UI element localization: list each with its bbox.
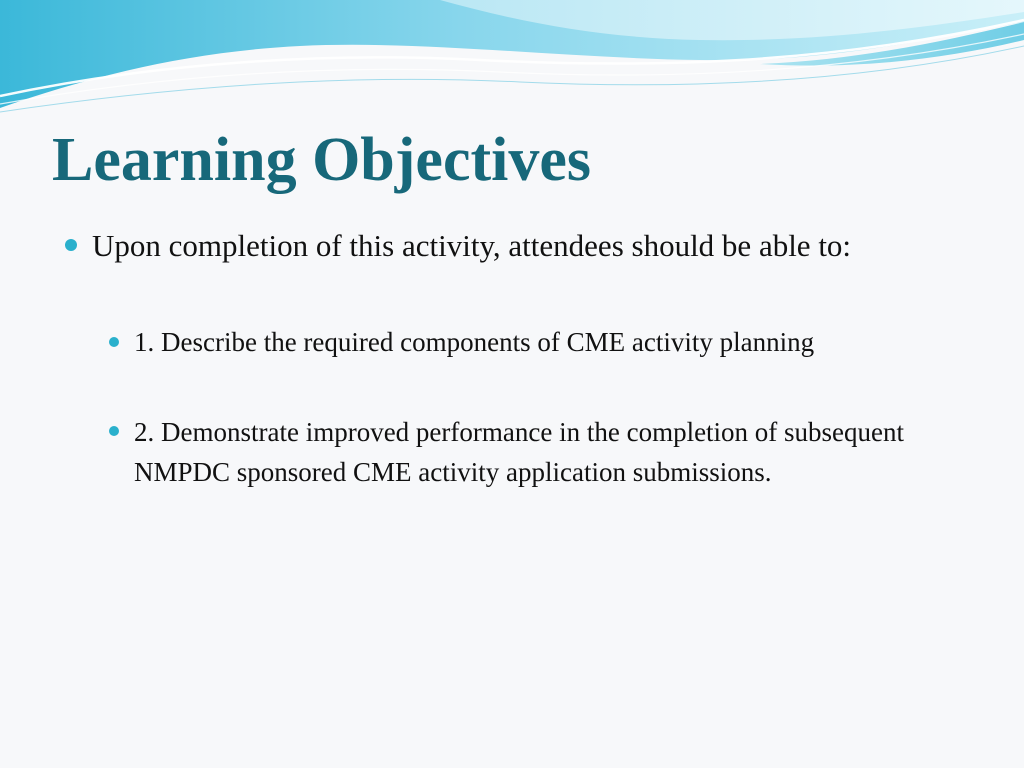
bullet-icon bbox=[65, 239, 77, 251]
bullet-icon bbox=[109, 426, 119, 436]
objective-item: 2. Demonstrate improved performance in the completion of subsequent NMPDC sponsored CME activity application submissions. bbox=[134, 417, 905, 487]
bullet-icon bbox=[109, 337, 119, 347]
header-wave-decoration bbox=[0, 0, 1024, 120]
objective-item: 1. Describe the required components of CME activity planning bbox=[134, 327, 815, 357]
slide-title: Learning Objectives bbox=[52, 126, 591, 194]
intro-text: Upon completion of this activity, attendees should be able to: bbox=[92, 228, 852, 263]
